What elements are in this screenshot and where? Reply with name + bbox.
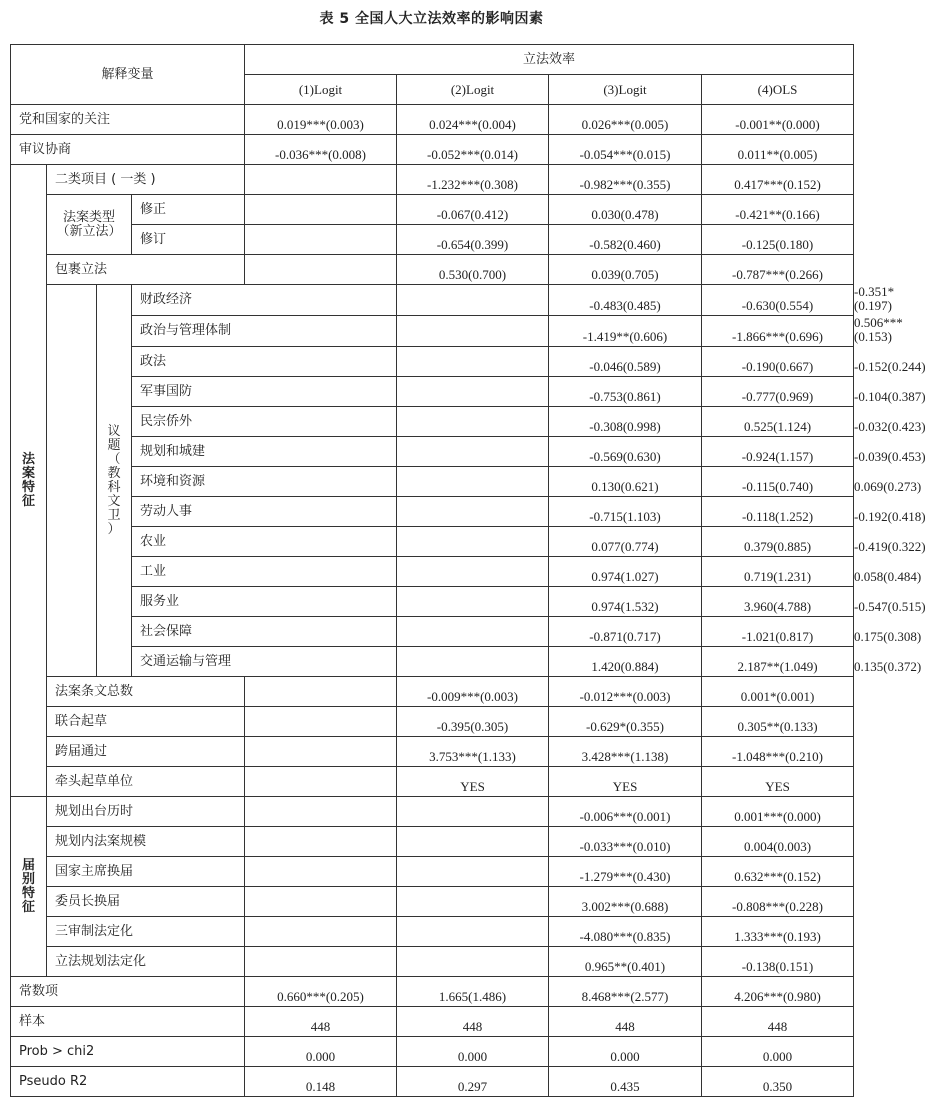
cell-model-1 (245, 827, 397, 857)
header-model-2: (2)Logit (397, 75, 549, 105)
group-law-type: 法案类型 （新立法） (47, 195, 132, 255)
cell-model-3: 0.000 (549, 1037, 702, 1067)
table-row (11, 887, 854, 917)
cell-model-1 (397, 497, 549, 527)
row-label: 政法 (132, 347, 397, 377)
cell-model-3: -0.012***(0.003) (549, 677, 702, 707)
cell-model-4: 0.632***(0.152) (702, 857, 854, 887)
cell-model-2 (397, 887, 549, 917)
cell-model-1: 0.148 (245, 1067, 397, 1097)
row-label: 民宗侨外 (132, 407, 397, 437)
cell-model-1: 0.000 (245, 1037, 397, 1067)
cell-model-3: -0.033***(0.010) (549, 827, 702, 857)
row-label: 社会保障 (132, 617, 397, 647)
table-row (11, 105, 854, 135)
cell-model-3: -0.629*(0.355) (549, 707, 702, 737)
cell-model-3: YES (549, 767, 702, 797)
row-label: 联合起草 (47, 707, 245, 737)
cell-model-2 (397, 827, 549, 857)
row-label: 农业 (132, 527, 397, 557)
table-row: 交通运输与管理 1.420(0.884) 2.187**(1.049) 0.135(0.372) (11, 647, 854, 677)
cell-model-4: 0.417***(0.152) (702, 165, 854, 195)
cell-model-1 (245, 737, 397, 767)
row-label: 党和国家的关注 (11, 105, 245, 135)
table-row: 环境和资源 0.130(0.621) -0.115(0.740) 0.069(0.273) (11, 467, 854, 497)
cell-model-1 (397, 377, 549, 407)
cell-model-1 (245, 947, 397, 977)
cell-model-1: 448 (245, 1007, 397, 1037)
table-row: 政治与管理体制 -1.419**(0.606) -1.866***(0.696) 0.506***(0.153) (11, 316, 854, 347)
cell-model-4: -0.421**(0.166) (702, 195, 854, 225)
row-label: 三审制法定化 (47, 917, 245, 947)
row-label: Pseudo R2 (11, 1067, 245, 1097)
cell-model-2: -0.009***(0.003) (397, 677, 549, 707)
cell-model-2: 0.000 (397, 1037, 549, 1067)
cell-model-1 (245, 887, 397, 917)
row-label: 环境和资源 (132, 467, 397, 497)
cell-model-3: -0.924(1.157) (702, 437, 854, 467)
cell-model-3: 0.525(1.124) (702, 407, 854, 437)
cell-model-3: 0.379(0.885) (702, 527, 854, 557)
group-session-features: 届 别 特 征 (11, 797, 47, 977)
cell-model-1 (245, 195, 397, 225)
table-row: 军事国防 -0.753(0.861) -0.777(0.969) -0.104(0.387) (11, 377, 854, 407)
table-row (11, 917, 854, 947)
cell-model-4: 0.004(0.003) (702, 827, 854, 857)
header-group: 立法效率 (245, 45, 854, 75)
row-label: 修正 (132, 195, 245, 225)
row-label: 劳动人事 (132, 497, 397, 527)
cell-model-1 (245, 797, 397, 827)
cell-model-2 (397, 947, 549, 977)
cell-model-2: -0.753(0.861) (549, 377, 702, 407)
row-label: 规划内法案规模 (47, 827, 245, 857)
table-row: 议 题 （ 教 科 文 卫 ） 财政经济 -0.483(0.485) -0.630(0.554) -0.351*(0.197) (11, 285, 854, 316)
cell-model-2: -1.232***(0.308) (397, 165, 549, 195)
group-topic: 议 题 （ 教 科 文 卫 ） (97, 285, 132, 677)
cell-model-2: 0.297 (397, 1067, 549, 1097)
cell-model-2: -0.067(0.412) (397, 195, 549, 225)
cell-model-2: 448 (397, 1007, 549, 1037)
row-label: 样本 (11, 1007, 245, 1037)
cell-model-3: 3.002***(0.688) (549, 887, 702, 917)
row-label: 二类项目 ( 一类 ) (47, 165, 245, 195)
cell-model-1 (245, 225, 397, 255)
table-row: 民宗侨外 -0.308(0.998) 0.525(1.124) -0.032(0.423) (11, 407, 854, 437)
cell-model-3: -0.118(1.252) (702, 497, 854, 527)
cell-model-3: -1.866***(0.696) (702, 316, 854, 347)
cell-model-1 (397, 407, 549, 437)
cell-model-2: 3.753***(1.133) (397, 737, 549, 767)
cell-model-2: 0.024***(0.004) (397, 105, 549, 135)
cell-model-3: 0.039(0.705) (549, 255, 702, 285)
cell-model-1 (397, 437, 549, 467)
cell-model-3: -0.982***(0.355) (549, 165, 702, 195)
cell-model-2: -0.569(0.630) (549, 437, 702, 467)
cell-model-2: -0.308(0.998) (549, 407, 702, 437)
row-label: 交通运输与管理 (132, 647, 397, 677)
cell-model-2: 1.420(0.884) (549, 647, 702, 677)
cell-model-2: -0.046(0.589) (549, 347, 702, 377)
cell-model-3: 8.468***(2.577) (549, 977, 702, 1007)
row-label: 牵头起草单位 (47, 767, 245, 797)
cell-model-4: 0.011**(0.005) (702, 135, 854, 165)
cell-model-4: -1.048***(0.210) (702, 737, 854, 767)
cell-model-1 (397, 467, 549, 497)
cell-model-2 (397, 857, 549, 887)
table-row: 服务业 0.974(1.532) 3.960(4.788) -0.547(0.515) (11, 587, 854, 617)
group-bill-features: 法 案 特 征 (11, 165, 47, 797)
table-row (11, 225, 854, 255)
regression-table (10, 44, 926, 1097)
cell-model-1 (245, 917, 397, 947)
cell-model-2: 0.530(0.700) (397, 255, 549, 285)
table-row (11, 947, 854, 977)
cell-model-1 (397, 647, 549, 677)
table-row (11, 827, 854, 857)
table-row: 劳动人事 -0.715(1.103) -0.118(1.252) -0.192(0.418) (11, 497, 854, 527)
cell-model-4: 0.350 (702, 1067, 854, 1097)
row-label: 服务业 (132, 587, 397, 617)
table-row (11, 255, 854, 285)
cell-model-1 (245, 677, 397, 707)
table-row (11, 767, 854, 797)
cell-model-1 (245, 255, 397, 285)
cell-model-4: -0.138(0.151) (702, 947, 854, 977)
table-row (11, 1037, 854, 1067)
table-row: 政法 -0.046(0.589) -0.190(0.667) -0.152(0.244) (11, 347, 854, 377)
table-row: 农业 0.077(0.774) 0.379(0.885) -0.419(0.322) (11, 527, 854, 557)
cell-model-3: -0.630(0.554) (702, 285, 854, 316)
cell-model-4: -0.808***(0.228) (702, 887, 854, 917)
table-row (11, 135, 854, 165)
cell-model-3: -0.054***(0.015) (549, 135, 702, 165)
cell-model-3: -0.115(0.740) (702, 467, 854, 497)
cell-model-1 (397, 347, 549, 377)
cell-model-4: 1.333***(0.193) (702, 917, 854, 947)
table-row (11, 195, 854, 225)
row-label: 国家主席换届 (47, 857, 245, 887)
table-row (11, 1007, 854, 1037)
cell-model-2: -0.654(0.399) (397, 225, 549, 255)
cell-model-4: 0.000 (702, 1037, 854, 1067)
row-label: 常数项 (11, 977, 245, 1007)
cell-model-3: -4.080***(0.835) (549, 917, 702, 947)
table-row (11, 165, 854, 195)
cell-model-2: 0.974(1.532) (549, 587, 702, 617)
cell-model-3: 3.428***(1.138) (549, 737, 702, 767)
cell-model-1 (397, 316, 549, 347)
cell-model-2: YES (397, 767, 549, 797)
table-row (11, 707, 854, 737)
cell-model-1 (397, 527, 549, 557)
cell-model-2 (397, 797, 549, 827)
table-row: 工业 0.974(1.027) 0.719(1.231) 0.058(0.484) (11, 557, 854, 587)
cell-model-3: 3.960(4.788) (702, 587, 854, 617)
row-label: 财政经济 (132, 285, 397, 316)
cell-model-1 (245, 857, 397, 887)
cell-model-1: -0.036***(0.008) (245, 135, 397, 165)
row-label: 立法规划法定化 (47, 947, 245, 977)
header-model-4: (4)OLS (702, 75, 854, 105)
cell-model-4: 448 (702, 1007, 854, 1037)
cell-model-2: -0.052***(0.014) (397, 135, 549, 165)
cell-model-1 (245, 707, 397, 737)
cell-model-3: -0.582(0.460) (549, 225, 702, 255)
cell-model-1 (397, 587, 549, 617)
cell-model-2: -0.871(0.717) (549, 617, 702, 647)
row-label: 跨届通过 (47, 737, 245, 767)
table-row (11, 857, 854, 887)
cell-model-4: 0.001***(0.000) (702, 797, 854, 827)
cell-model-1: 0.019***(0.003) (245, 105, 397, 135)
cell-model-4: YES (702, 767, 854, 797)
cell-model-1 (245, 767, 397, 797)
cell-model-2: -0.483(0.485) (549, 285, 702, 316)
cell-model-1 (397, 557, 549, 587)
topic-indent (47, 285, 97, 677)
table-row (11, 797, 854, 827)
header-variable: 解释变量 (11, 45, 245, 105)
cell-model-2: 0.130(0.621) (549, 467, 702, 497)
cell-model-4: -0.787***(0.266) (702, 255, 854, 285)
row-label: 工业 (132, 557, 397, 587)
cell-model-2: -0.715(1.103) (549, 497, 702, 527)
table-title: 表 5 全国人大立法效率的影响因素 (319, 11, 544, 27)
table-row: 规划和城建 -0.569(0.630) -0.924(1.157) -0.039(0.453) (11, 437, 854, 467)
cell-model-4: 0.001*(0.001) (702, 677, 854, 707)
cell-model-3: 0.026***(0.005) (549, 105, 702, 135)
cell-model-3: 0.965**(0.401) (549, 947, 702, 977)
row-label: 审议协商 (11, 135, 245, 165)
cell-model-2 (397, 917, 549, 947)
row-label: 委员长换届 (47, 887, 245, 917)
cell-model-2: -1.419**(0.606) (549, 316, 702, 347)
row-label: 规划出台历时 (47, 797, 245, 827)
cell-model-2: 0.077(0.774) (549, 527, 702, 557)
cell-model-3: 448 (549, 1007, 702, 1037)
cell-model-3: 0.719(1.231) (702, 557, 854, 587)
cell-model-3: -0.190(0.667) (702, 347, 854, 377)
table-row: 社会保障 -0.871(0.717) -1.021(0.817) 0.175(0.308) (11, 617, 854, 647)
cell-model-2: 1.665(1.486) (397, 977, 549, 1007)
row-label: 规划和城建 (132, 437, 397, 467)
row-label: Prob > chi2 (11, 1037, 245, 1067)
cell-model-3: 0.435 (549, 1067, 702, 1097)
cell-model-3: -0.777(0.969) (702, 377, 854, 407)
cell-model-4: -0.001**(0.000) (702, 105, 854, 135)
cell-model-3: 0.030(0.478) (549, 195, 702, 225)
cell-model-4: 0.305**(0.133) (702, 707, 854, 737)
cell-model-4: -0.125(0.180) (702, 225, 854, 255)
cell-model-4: 4.206***(0.980) (702, 977, 854, 1007)
cell-model-1: 0.660***(0.205) (245, 977, 397, 1007)
row-label: 军事国防 (132, 377, 397, 407)
row-label: 包裹立法 (47, 255, 245, 285)
cell-model-3: 2.187**(1.049) (702, 647, 854, 677)
cell-model-2: -0.395(0.305) (397, 707, 549, 737)
row-label: 法案条文总数 (47, 677, 245, 707)
table-row (11, 737, 854, 767)
cell-model-3: -0.006***(0.001) (549, 797, 702, 827)
cell-model-1 (245, 165, 397, 195)
cell-model-3: -1.021(0.817) (702, 617, 854, 647)
cell-model-1 (397, 617, 549, 647)
row-label: 修订 (132, 225, 245, 255)
cell-model-2: 0.974(1.027) (549, 557, 702, 587)
row-label: 政治与管理体制 (132, 316, 397, 347)
table-row (11, 1067, 854, 1097)
header-model-1: (1)Logit (245, 75, 397, 105)
table-row (11, 677, 854, 707)
cell-model-3: -1.279***(0.430) (549, 857, 702, 887)
header-model-3: (3)Logit (549, 75, 702, 105)
cell-model-1 (397, 285, 549, 316)
table-row (11, 977, 854, 1007)
